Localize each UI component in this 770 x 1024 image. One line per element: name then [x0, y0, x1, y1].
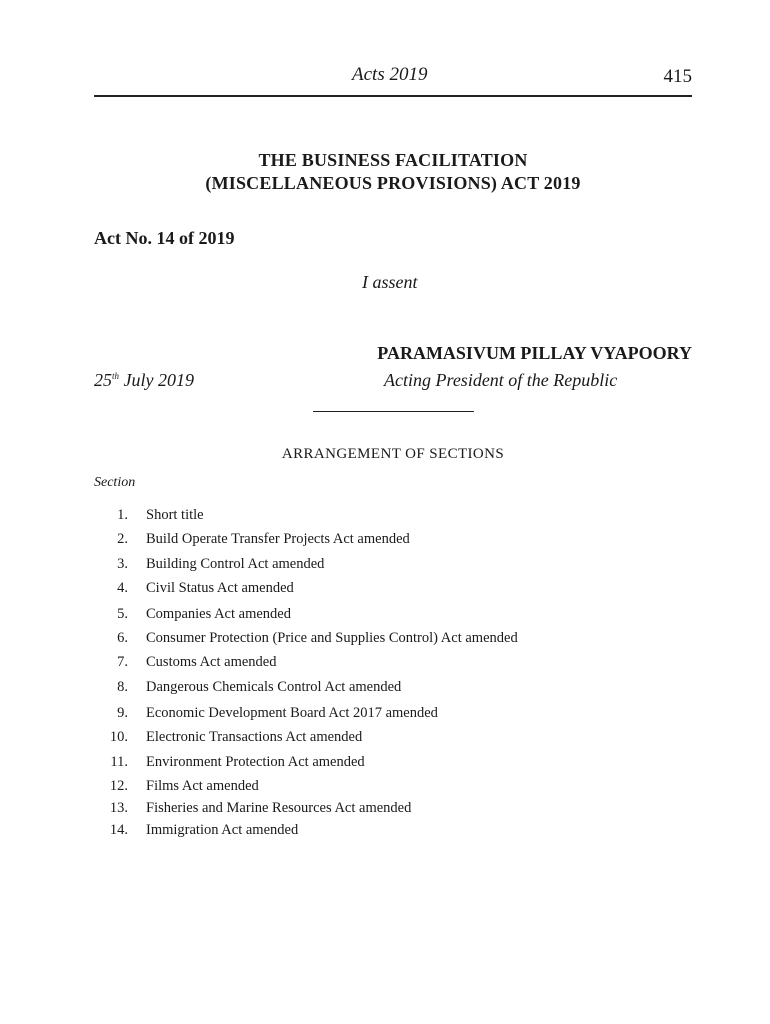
act-number: Act No. 14 of 2019: [94, 228, 235, 248]
section-title: Customs Act amended: [146, 654, 277, 670]
section-number: 13.: [109, 800, 128, 816]
section-number: 1.: [117, 507, 128, 523]
signatory-title: Acting President of the Republic: [384, 370, 618, 390]
section-title: Short title: [146, 507, 204, 523]
section-title: Companies Act amended: [146, 606, 291, 622]
section-number: 6.: [117, 630, 128, 646]
section-number: 11.: [110, 754, 128, 770]
section-title: Building Control Act amended: [146, 556, 325, 572]
section-column-label: Section: [94, 475, 136, 490]
signatory-name: PARAMASIVUM PILLAY VYAPOORY: [377, 343, 692, 363]
page-number: 415: [663, 66, 692, 87]
section-title: Films Act amended: [146, 778, 259, 794]
section-title: Environment Protection Act amended: [146, 754, 365, 770]
section-title: Electronic Transactions Act amended: [146, 729, 363, 745]
section-title: Build Operate Transfer Projects Act amended: [146, 531, 410, 547]
header-rule: [94, 95, 692, 97]
assent-date-day: 25: [94, 370, 112, 390]
assent-statement: I assent: [362, 272, 418, 292]
act-title-line-2: (MISCELLANEOUS PROVISIONS) ACT 2019: [205, 173, 581, 193]
assent-date-rest: July 2019: [119, 370, 194, 390]
section-number: 14.: [109, 822, 128, 838]
section-number: 2.: [117, 531, 128, 547]
section-title: Civil Status Act amended: [146, 580, 294, 596]
section-title: Immigration Act amended: [146, 822, 299, 838]
assent-date-suffix: th: [112, 371, 120, 381]
section-title: Consumer Protection (Price and Supplies Control) Act amended: [146, 630, 518, 646]
section-number: 8.: [117, 679, 128, 695]
arrangement-heading: ARRANGEMENT OF SECTIONS: [281, 446, 505, 462]
act-title-line-1: THE BUSINESS FACILITATION: [258, 150, 528, 170]
section-title: Economic Development Board Act 2017 amended: [146, 705, 438, 721]
section-number: 10.: [109, 729, 128, 745]
section-title: Fisheries and Marine Resources Act amended: [146, 800, 412, 816]
section-number: 7.: [117, 654, 128, 670]
running-head: Acts 2019: [352, 64, 428, 85]
section-number: 9.: [117, 705, 128, 721]
section-number: 4.: [117, 580, 128, 596]
section-number: 5.: [117, 606, 128, 622]
signature-rule: [313, 411, 474, 412]
assent-date: [94, 370, 194, 391]
section-number: 12.: [109, 778, 128, 794]
section-number: 3.: [117, 556, 128, 572]
section-title: Dangerous Chemicals Control Act amended: [146, 679, 402, 695]
